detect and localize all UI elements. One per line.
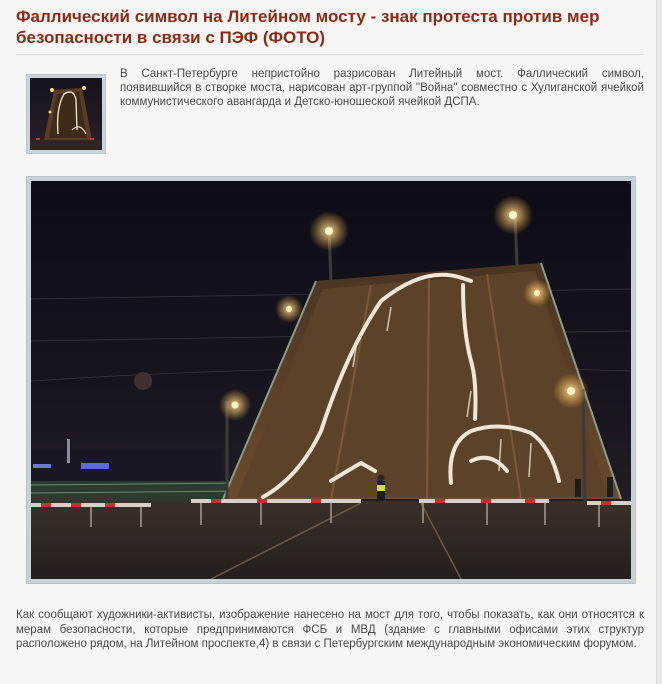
bridge-thumbnail-image — [30, 78, 102, 150]
main-photo-frame[interactable] — [26, 176, 636, 584]
article-body: Как сообщают художники-активисты, изображение нанесено на мост для того, чтобы показать, как они относятся к мерам безопасности, которые предпринимаются ФСБ и МВД (здание с главными офисами этих структур расположено рядом, на Литейном проспекте,4) в связи с Петербургским международным экономическим форумом. — [16, 609, 644, 650]
thumbnail-frame[interactable] — [26, 74, 106, 154]
article-intro: В Санкт-Петербурге непристойно разрисован Литейный мост. Фаллический символ, появившийся в створке моста, нарисован арт-группой "Война" совместно с Хулиганской ячейкой коммунистического авангарда и Детско-юношеской ячейкой ДСПА. — [120, 68, 644, 108]
page-edge — [656, 0, 662, 684]
title-divider — [16, 54, 644, 55]
bridge-main-image — [31, 181, 631, 579]
article-title[interactable]: Фаллический символ на Литейном мосту - знак протеста против мер безопасности в связи с ПЭФ (ФОТО) — [16, 7, 600, 47]
